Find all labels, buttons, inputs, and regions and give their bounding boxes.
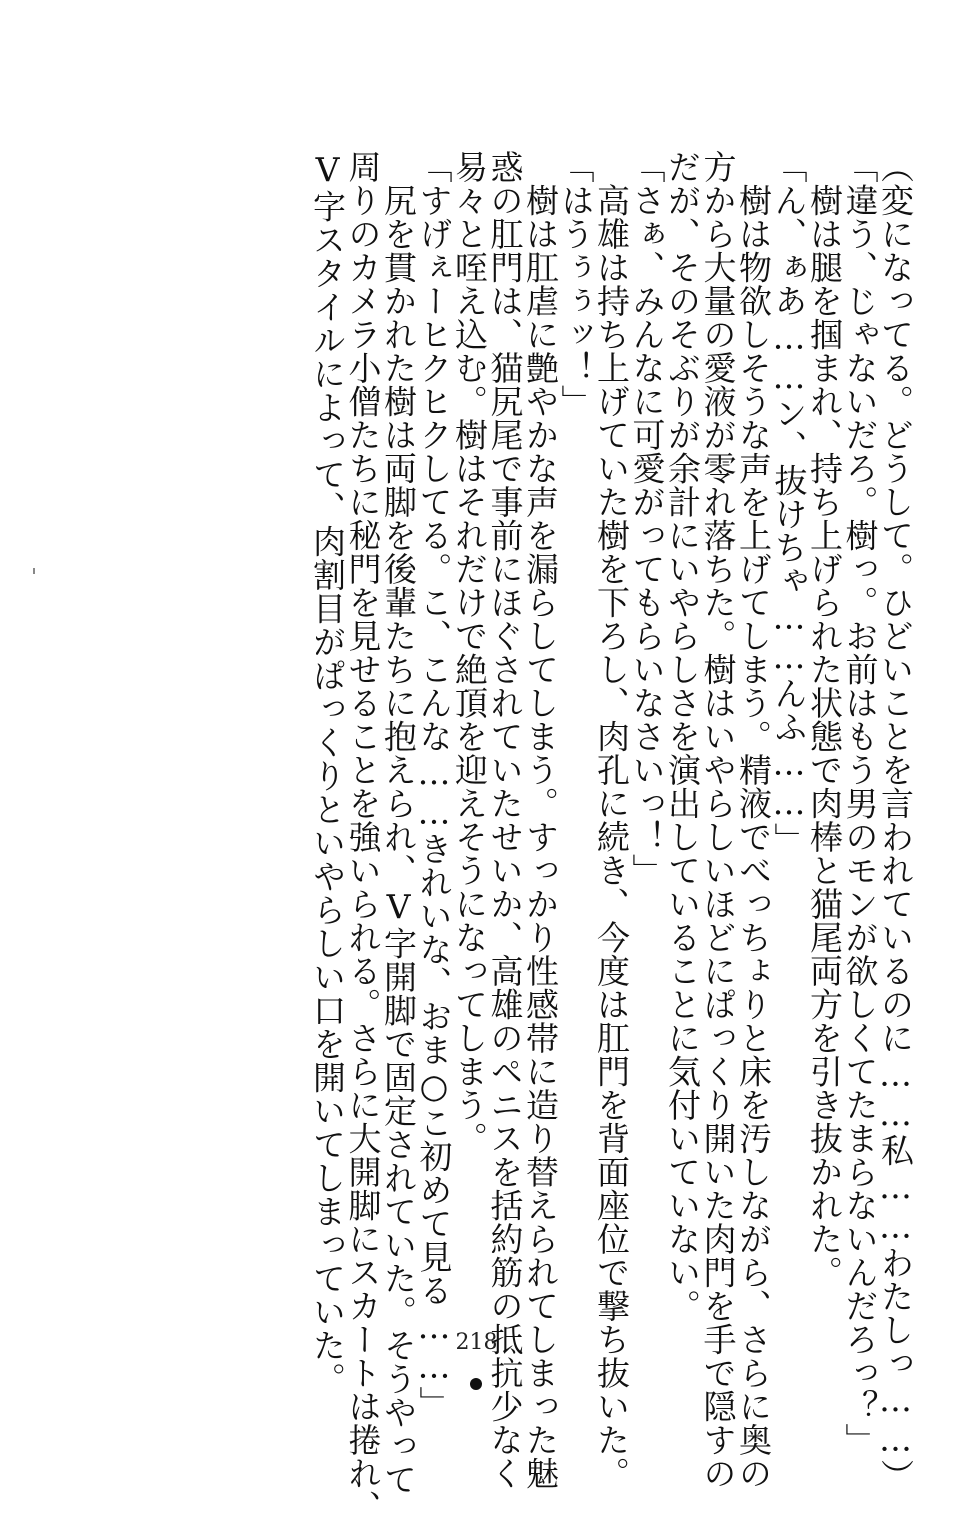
text-line: 樹は物欲しそうな声を上げてしまう。精液でべっちょりと床を汚しながら、さらに奥の: [734, 150, 773, 1490]
text-line: V字スタイルによって、肉割目がぱっくりといやらしい口を開いてしまっていた。: [308, 150, 347, 1396]
text-line: 「違う、じゃないだろ。樹っ。お前はもう男のモンが欲しくてたまらないんだろっ？」: [840, 150, 880, 1457]
text-line: 高雄は持ち上げていた樹を下ろし、肉孔に続き、今度は肛門を背面座位で撃ち抜いた。: [592, 150, 631, 1490]
text-line: 方から大量の愛液が零れ落ちた。樹はいやらしいほどにぱっくり開いた肉門を手で隠すの: [698, 150, 738, 1490]
text-line: 惑の肛門は、猫尻尾で事前にほぐされていたせいか、高雄のペニスを括約筋の抵抗少なく: [485, 150, 525, 1490]
text-line: 易々と咥え込む。樹はそれだけで絶頂を迎えそうになってしまう。: [450, 150, 489, 1155]
page-marker-dot: [470, 1378, 482, 1390]
text-line: だが、そのそぶりが余計にいやらしさを演出していることに気付いていない。: [663, 150, 702, 1323]
text-line: 「すげぇーヒクヒクしてる。こ、こんな……きれいな、おま○こ初めて見る……」: [414, 150, 454, 1420]
text-line: 「さぁ、みんなに可愛がってもらいなさいっ！」: [627, 150, 667, 887]
text-line: 「ん、ぁあ……ン、抜けちゃ……んふ……」: [769, 150, 809, 856]
vertical-text-block: [308, 150, 915, 1524]
text-line: 周りのカメラ小僧たちに秘門を見せることを強いられる。さらに大開脚にスカートは捲れ、: [343, 150, 383, 1524]
text-line: 樹は腿を掴まれ、持ち上げられた状態で肉棒と猫尾両方を引き抜かれた。: [805, 150, 844, 1289]
text-line: 尻を貫かれた樹は両脚を後輩たちに抱えられ、V字開脚で固定されていた。そうやって: [379, 150, 418, 1496]
text-line: 「はうぅぅッ！」: [556, 150, 596, 418]
page-number: 218: [455, 1330, 498, 1355]
margin-speck: [33, 568, 35, 574]
text-line: 樹は肛虐に艶やかな声を漏らしてしまう。すっかり性感帯に造り替えられてしまった魅: [521, 150, 560, 1490]
text-line: （変になってる。どうして。ひどいことを言われているのに……私……わたしっ……）: [876, 150, 915, 1493]
